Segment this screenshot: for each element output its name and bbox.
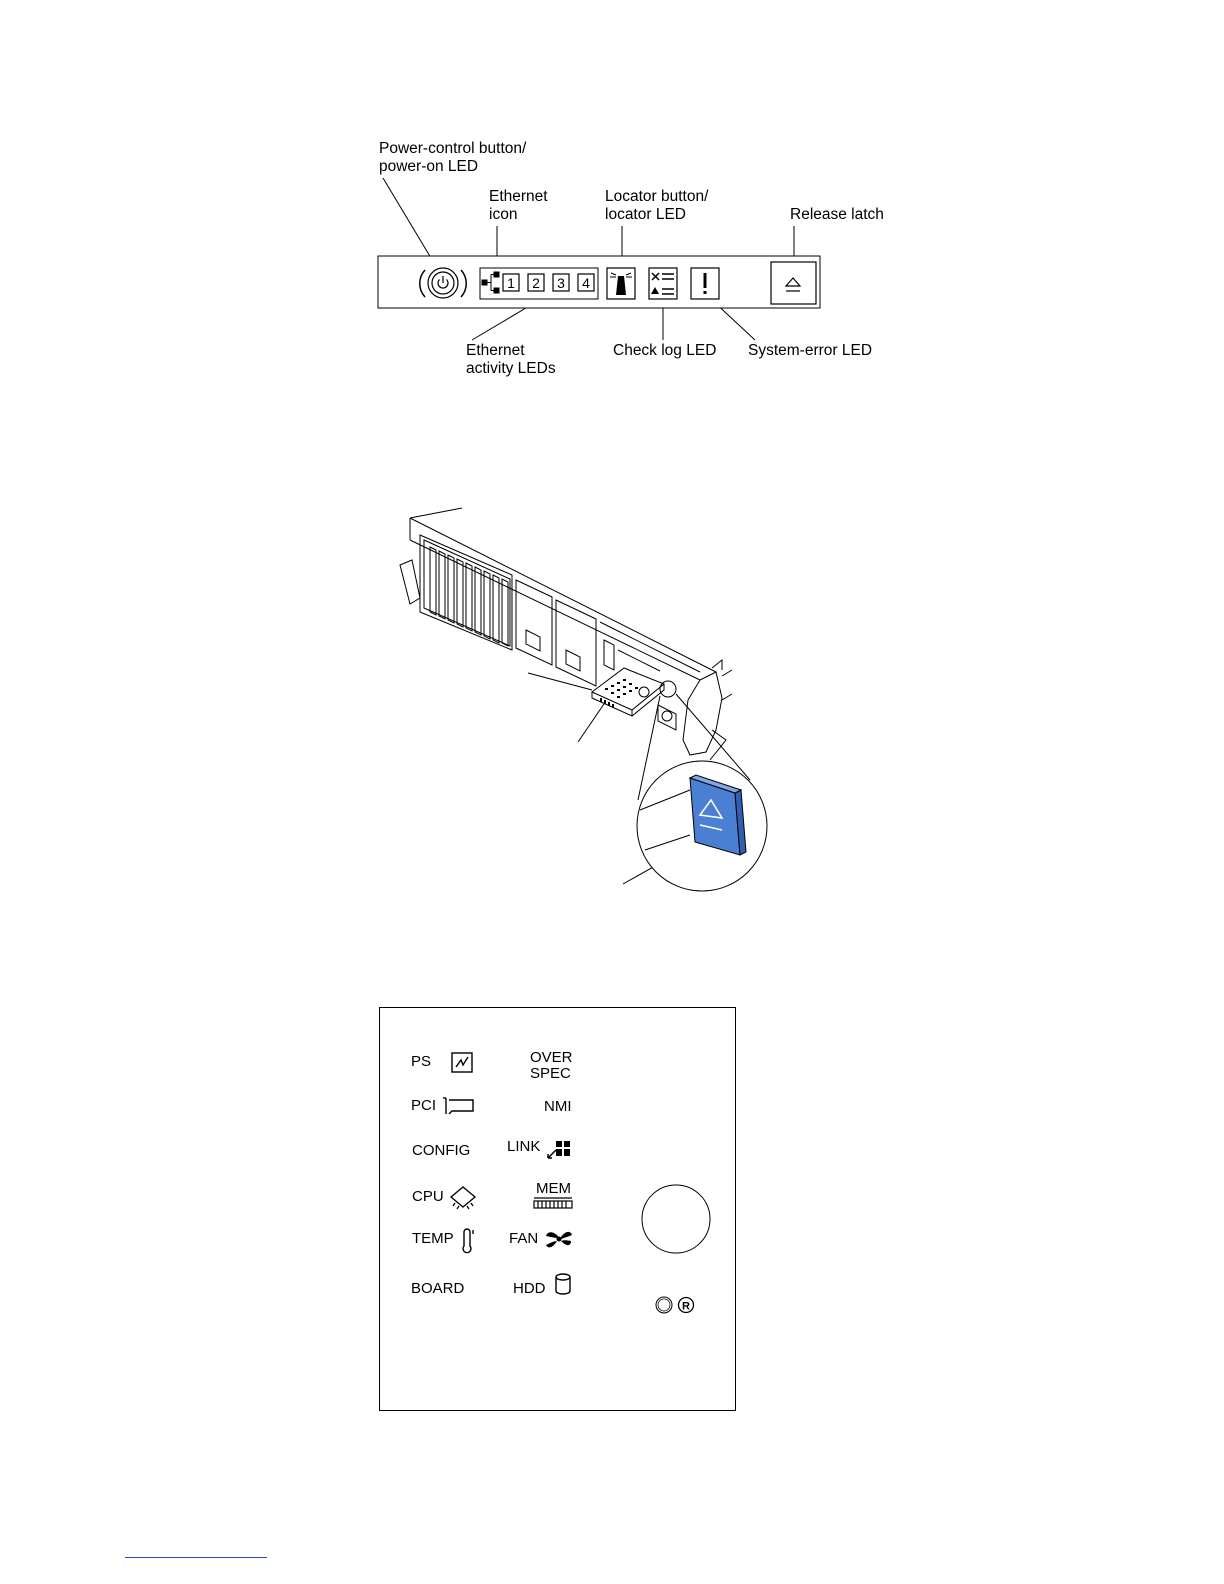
thermometer-icon (463, 1229, 473, 1253)
hdd-label: HDD (513, 1280, 546, 1297)
reset-symbol-letter: R (682, 1300, 690, 1313)
light-path-icons (0, 1000, 1224, 1420)
nmi-label: NMI (544, 1098, 572, 1115)
server-chassis (400, 508, 732, 760)
over-spec-label-line1: OVER (530, 1049, 573, 1066)
power-control-label-line2: power-on LED (379, 158, 479, 175)
light-path-tray (592, 668, 664, 716)
tray-leader-line (528, 673, 592, 690)
operator-panel-diagram (0, 0, 1224, 420)
left-rack-ear (400, 560, 420, 604)
config-label: CONFIG (412, 1142, 471, 1159)
footer-rule (125, 1557, 267, 1558)
ethernet-port-3-number: 3 (557, 275, 565, 291)
ethernet-port-1-number: 1 (507, 275, 515, 291)
fan-icon (546, 1232, 572, 1247)
hard-disk-icon (556, 1274, 570, 1294)
locator-label-line2: locator LED (605, 206, 686, 223)
pci-card-icon (443, 1098, 473, 1114)
power-leader-line (383, 178, 437, 268)
memory-dimm-icon (534, 1198, 572, 1208)
cpu-chip-icon (451, 1187, 475, 1209)
magnifier-target-circle (660, 681, 676, 697)
over-spec-label-line2: SPEC (530, 1065, 571, 1082)
check-log-label: Check log LED (613, 342, 717, 359)
power-supply-icon (452, 1053, 472, 1072)
system-error-led (691, 268, 719, 299)
locator-button[interactable] (607, 268, 635, 299)
release-latch[interactable] (771, 262, 816, 304)
power-control-label-line1: Power-control button/ (379, 140, 527, 157)
ethernet-port-2-number: 2 (532, 275, 540, 291)
tray-front-leader-line (578, 704, 604, 742)
ethernet-port-4-number: 4 (582, 275, 590, 291)
server-light-path-illustration (0, 490, 1224, 910)
ethernet-icon-label-line2: icon (489, 206, 518, 223)
link-icon (548, 1141, 570, 1158)
ps-label: PS (411, 1053, 432, 1070)
locator-label-line1: Locator button/ (605, 188, 709, 205)
mem-label: MEM (536, 1180, 571, 1197)
link-label: LINK (507, 1138, 541, 1155)
reset-button[interactable] (656, 1297, 672, 1313)
check-log-led (649, 268, 677, 299)
temp-label: TEMP (412, 1230, 454, 1247)
remind-button-circle (642, 1185, 710, 1253)
release-latch-label: Release latch (790, 206, 884, 223)
system-error-label: System-error LED (748, 342, 873, 359)
ethernet-activity-label-line1: Ethernet (466, 342, 525, 359)
board-label: BOARD (411, 1280, 465, 1297)
cpu-label: CPU (412, 1188, 444, 1205)
right-rack-ear (683, 672, 722, 755)
ethernet-activity-label-line2: activity LEDs (466, 360, 556, 377)
fan-label: FAN (509, 1230, 539, 1247)
ethernet-icon-label-line1: Ethernet (489, 188, 548, 205)
pci-label: PCI (411, 1097, 437, 1114)
